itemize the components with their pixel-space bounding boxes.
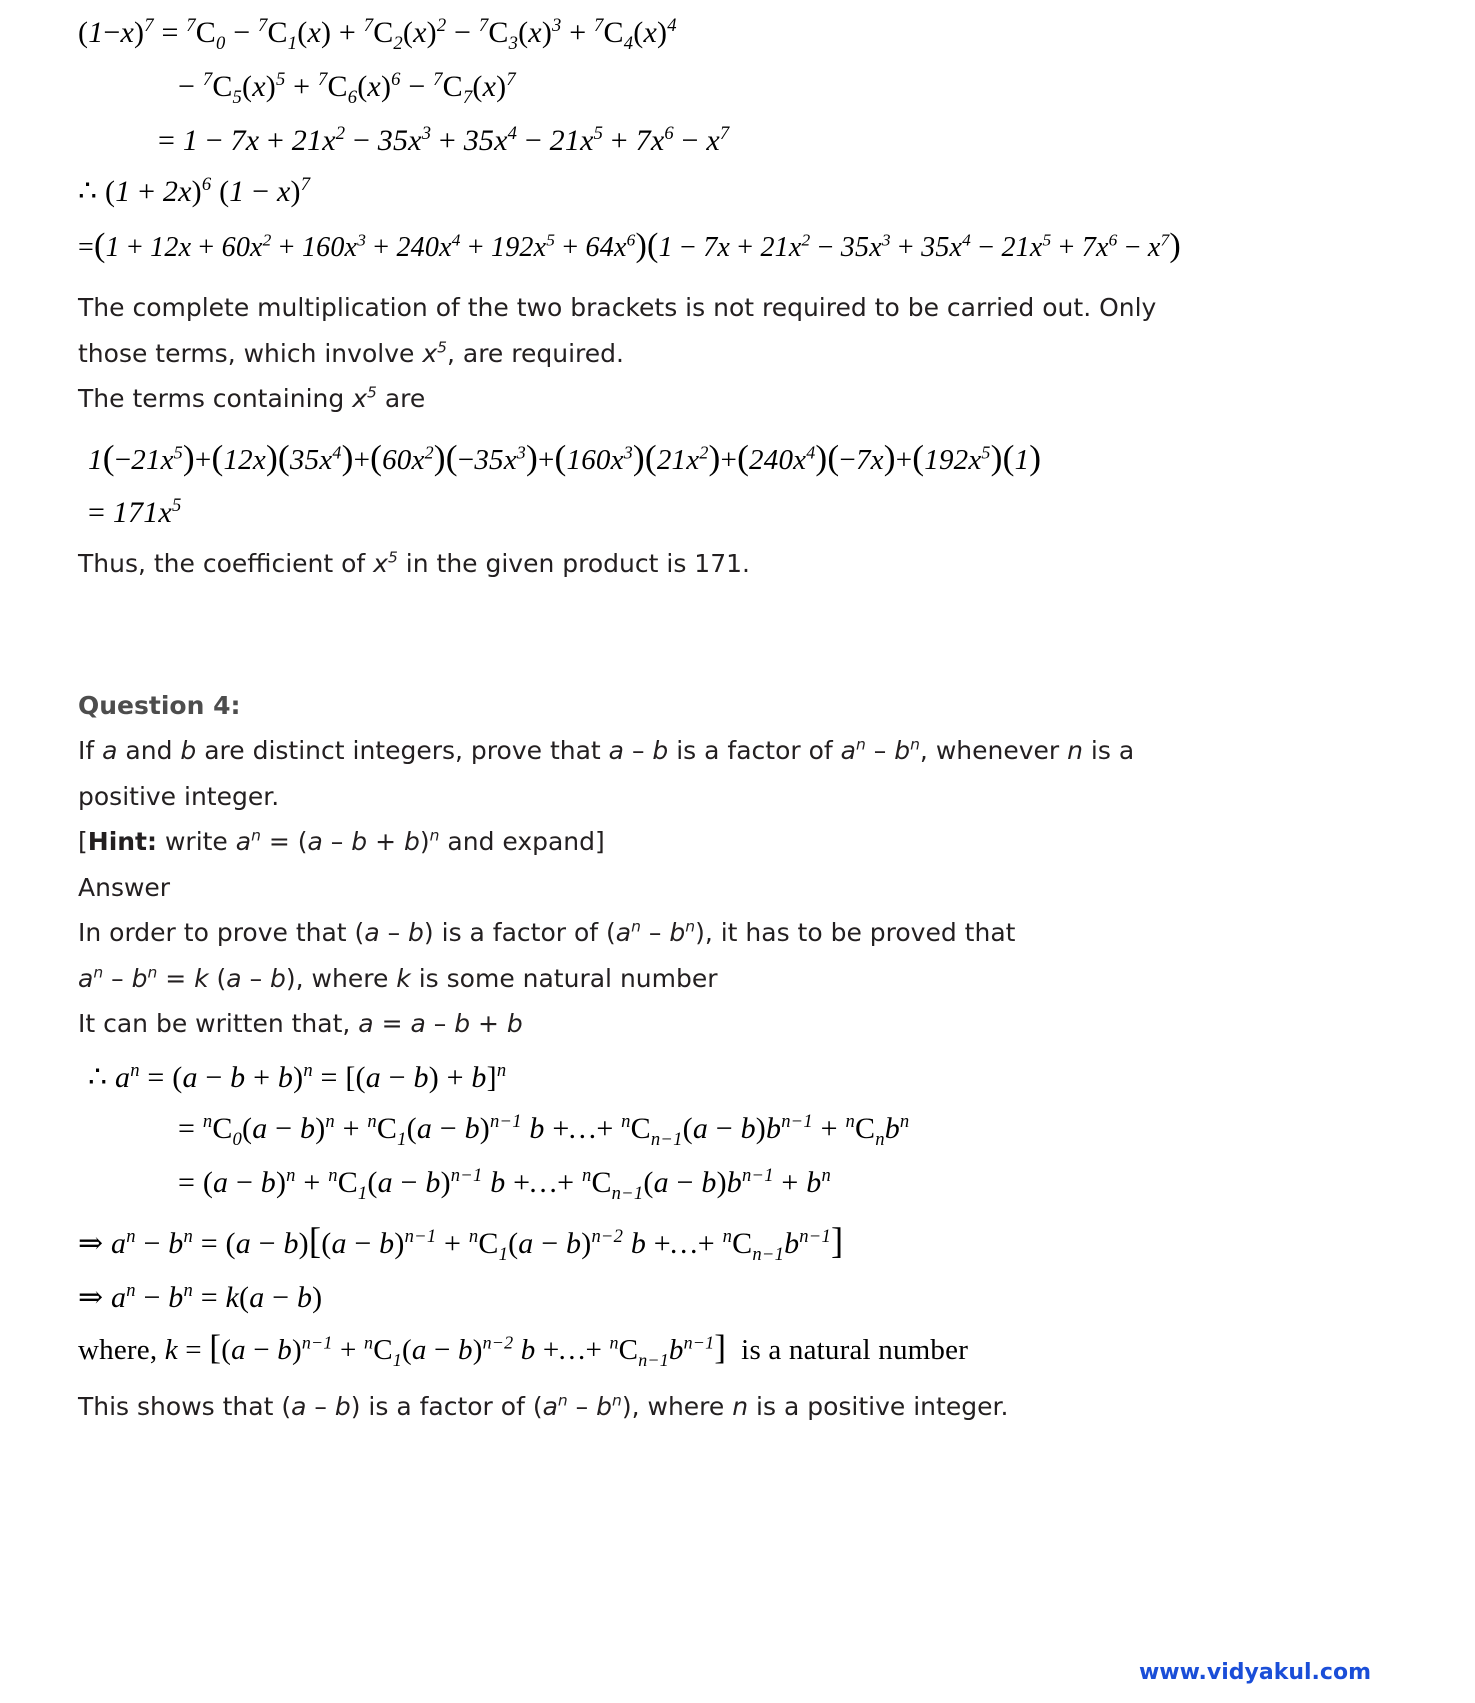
- equation-mid-line-2: = $171x^5$: [88, 495, 182, 530]
- equation-top-line-5: $=(1 + 12x + 60x^2 + 160x^3 + 240x^4 + 192x^5 + 64x^6)(1 - 7x + 21x^2 - 35x^3 + 35x^4 - 21x^5 + 7x^6 - x^7)$: [78, 226, 1181, 264]
- equation-top-line-1: $(1-x)^7 = ^7C_0 - ^7C_1(x) + ^7C_2(x)^2 - ^7C_3(x)^3 + ^7C_4(x)^4$: [78, 15, 677, 54]
- exponent-5: 5: [437, 338, 447, 357]
- paragraph-multiplication-note: The complete multiplication of the two brackets is not required to be carried out. Only: [78, 293, 1157, 323]
- variable-x: x: [373, 549, 388, 579]
- hint-label: Hint:: [87, 827, 158, 857]
- paragraph-terms-containing: [78, 376, 1380, 422]
- equation-bottom-line-5: ⇒ $a^n - b^n = k(a - b)$: [78, 1279, 323, 1314]
- conclusion-post: in the given product is 171.: [397, 549, 750, 579]
- equation-bottom-line-4: ⇒ $a^n - b^n = (a - b)[(a - b)^{n-1} + ^nC_1(a - b)^{n-2}$ b +…+ $^nC_{n-1}b^{n-1}$]: [78, 1219, 844, 1265]
- answer-text-line-3: It can be written that, a = a – b + b: [78, 1009, 523, 1039]
- conclusion-pre: Thus, the coefficient of: [78, 549, 374, 579]
- equation-top-line-4: ∴ $(1 + 2x)^6$ $(1 - x)^7$: [78, 173, 311, 208]
- equation-bottom-line-1: ∴ $a^n = (a - b + b)^n = [(a - b) + b]^n$: [88, 1059, 507, 1094]
- equation-bottom-line-6: where, $k = [(a - b)^{n-1} + ^nC_1(a - b)^{n-2}$ b +…+ $^nC_{n-1}b^{n-1}$] is a natural number: [78, 1326, 969, 1370]
- question-text-line-2: positive integer.: [78, 781, 280, 811]
- equation-mid-line-1: $1(-21x^5)+(12x)(35x^4)+(60x^2)(-35x^3)+(160x^3)(21x^2)+(240x^4)(-7x)+(192x^5)(1)$: [88, 436, 1042, 477]
- closing-statement: This shows that (a – b) is a factor of $(a^n - b^n)$, where n is a positive integer.: [78, 1391, 1009, 1422]
- paragraph-terms-containing-post: are: [376, 384, 426, 414]
- equation-bottom-line-3: = $(a - b)^n + ^nC_1(a - b)^{n-1}$ b +…+ $^nC_{n-1}(a - b)b^{n-1} + b^n$: [178, 1164, 831, 1204]
- question-text-line-1: If a and b are distinct integers, prove that a – b is a factor of $a^n - b^n$, whenever n is a: [78, 736, 1135, 766]
- equation-top-line-3: = $1 - 7x + 21x^2 - 35x^3 + 35x^4 - 21x^5 + 7x^6 - x^7$: [158, 122, 730, 157]
- equation-bottom-line-2: = $^nC_0(a - b)^n + ^nC_1(a - b)^{n-1}$ b +…+ $^nC_{n-1}(a - b)b^{n-1} + ^nC_nb^n$: [178, 1110, 910, 1150]
- variable-x: x: [422, 338, 438, 368]
- answer-text-line-2: $a^n - b^n = k$ (a – b), where k is some natural number: [78, 963, 718, 993]
- variable-x: x: [352, 384, 367, 414]
- question-hint: [Hint: write $a^n = (a - b + b)^n$ and expand]: [78, 827, 605, 857]
- footer-website-link[interactable]: www.vidyakul.com: [1138, 1660, 1371, 1685]
- exponent-5: 5: [367, 383, 377, 402]
- paragraph-terms-required-pre: those terms, which involve: [78, 338, 423, 368]
- question-heading: Question 4:: [78, 690, 241, 720]
- exponent-5: 5: [387, 549, 398, 568]
- paragraph-terms-required: [78, 331, 1380, 377]
- equation-top-line-2: − $^7C_5(x)^5 + ^7C_6(x)^6 - ^7C_7(x)^7$: [178, 68, 516, 108]
- paragraph-terms-containing-pre: The terms containing: [78, 384, 353, 414]
- answer-text-line-1: In order to prove that (a – b) is a factor of $(a^n - b^n)$, it has to be proved that: [78, 918, 1016, 948]
- paragraph-conclusion-coefficient: [78, 541, 1380, 587]
- answer-label: Answer: [78, 872, 171, 902]
- paragraph-terms-required-post: , are required.: [446, 338, 624, 368]
